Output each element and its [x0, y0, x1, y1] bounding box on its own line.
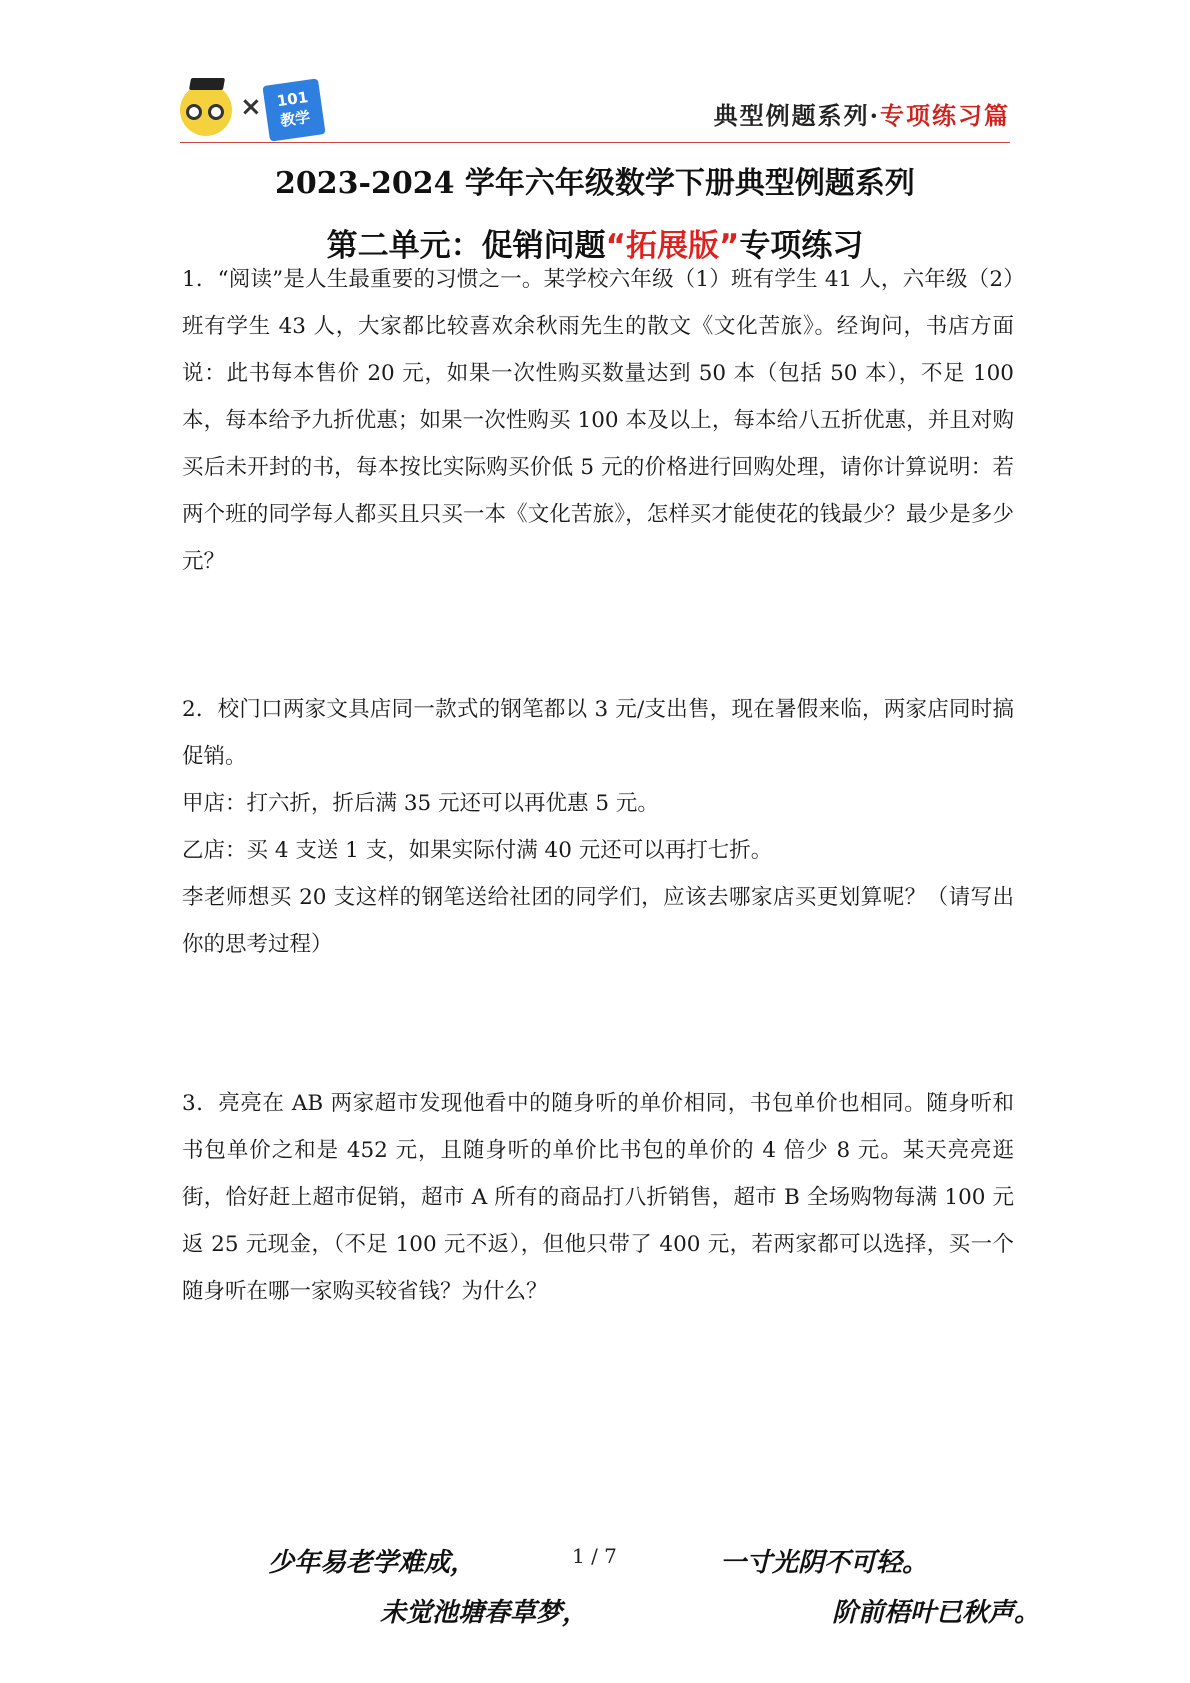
page-number: 1 / 7	[572, 1544, 617, 1568]
question-3-text: 3．亮亮在 AB 两家超市发现他看中的随身听的单价相同，书包单价也相同。随身听和书包单价之和是 452 元，且随身听的单价比书包的单价的 4 倍少 8 元。某天亮亮逛街，恰好赶上超市促销，超市 A 所有的商品打八折销售，超市 B 全场购物每满 100 元返 25 元现金，（不足 100 元不返），但他只带了 400 元，若两家都可以选择，买一个随身听在哪一家购买较省钱？为什么？	[182, 1091, 1014, 1304]
question-1-text: 1．“阅读”是人生最重要的习惯之一。某学校六年级（1）班有学生 41 人，六年级（2）班有学生 43 人，大家都比较喜欢余秋雨先生的散文《文化苦旅》。经询问，书店方面说：此书每本售价 20 元，如果一次性购买数量达到 50 本（包括 50 本），不足 100 本，每本给予九折优惠；如果一次性购买 100 本及以上，每本给八五折优惠，并且对购买后未开封的书，每本按比实际购买价低 5 元的价格进行回购处理，请你计算说明：若两个班的同学每人都买且只买一本《文化苦旅》，怎样买才能使花的钱最少？最少是多少元？	[182, 267, 1014, 574]
footer-poem-line-4: 阶前梧叶已秋声。	[832, 1598, 1041, 1628]
question-2-shop-a: 甲店：打六折，折后满 35 元还可以再优惠 5 元。	[182, 791, 659, 816]
document-title: 2023-2024 学年六年级数学下册典型例题系列	[275, 166, 915, 201]
footer-poem-line-1: 少年易老学难成，	[268, 1548, 477, 1578]
brand-logo-icon: 101 教学	[262, 78, 325, 141]
footer-poem-line-3: 未觉池塘春草梦，	[380, 1598, 589, 1628]
question-2-intro: 2．校门口两家文具店同一款式的钢笔都以 3 元/支出售，现在暑假来临，两家店同时搞促销。	[182, 697, 1014, 769]
question-2-ask: 李老师想买 20 支这样的钢笔送给社团的同学们，应该去哪家店买更划算呢？（请写出你的思考过程）	[182, 885, 1014, 957]
series-label: 典型例题系列·专项练习篇	[713, 101, 1010, 130]
question-3	[182, 1080, 1014, 1315]
owl-logo-icon	[180, 84, 232, 136]
question-2	[182, 686, 1014, 968]
page-footer	[0, 1530, 1190, 1650]
page-header	[180, 80, 1010, 143]
question-2-shop-b: 乙店：买 4 支送 1 支，如果实际付满 40 元还可以再打七折。	[182, 838, 773, 863]
logo-separator: ×	[240, 92, 262, 122]
footer-poem-line-2: 一寸光阴不可轻。	[720, 1548, 929, 1578]
question-1	[182, 256, 1014, 585]
unit-title: 第二单元：促销问题“拓展版”专项练习	[326, 228, 864, 264]
